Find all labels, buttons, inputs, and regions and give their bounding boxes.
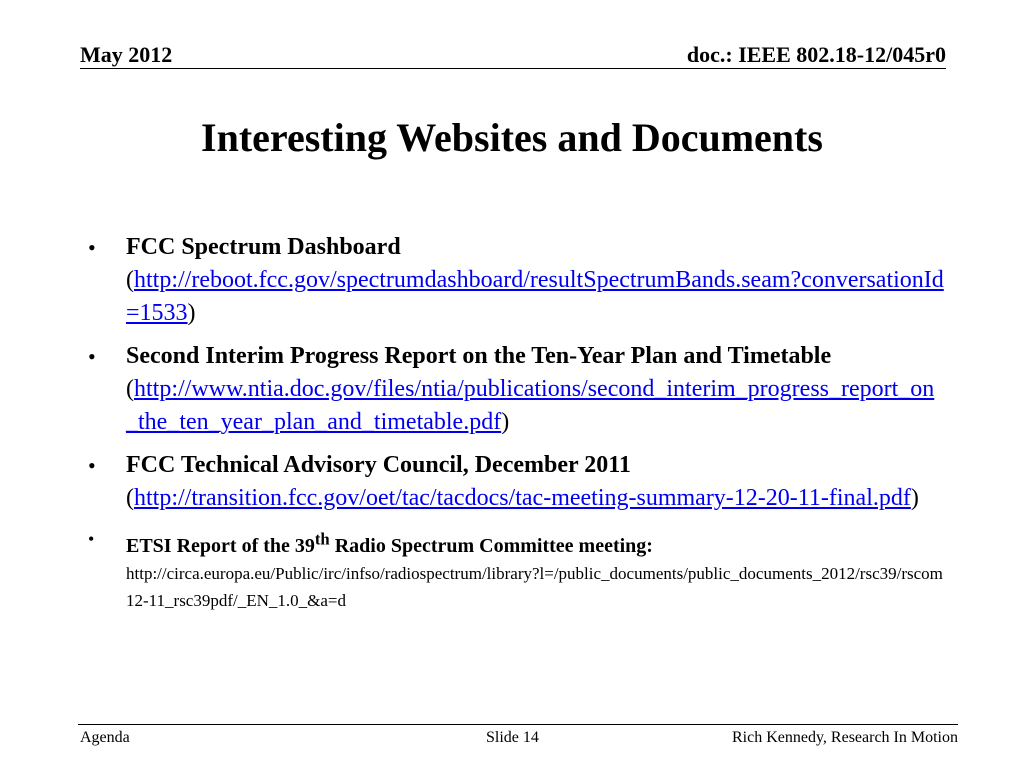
bullet-heading: FCC Spectrum Dashboard <box>126 234 401 260</box>
ntia-report-link[interactable]: http://www.ntia.doc.gov/files/ntia/publications/second_interim_progress_report_on_the_ten_year_plan_and_timetable.pdf <box>126 376 935 435</box>
bullet-heading: Second Interim Progress Report on the Ten-Year Plan and Timetable <box>126 343 832 369</box>
bullet-heading <box>126 529 653 557</box>
bullet-icon: • <box>88 235 96 260</box>
close-paren: ) <box>501 409 510 435</box>
etsi-report-url: http://circa.europa.eu/Public/irc/infso/radiospectrum/library?l=/public_documents/public_documents_2012/rsc39/rscom12-11_rsc39pdf/_EN_1.0_&a=d <box>126 563 943 610</box>
header-divider <box>80 68 946 69</box>
footer-divider <box>78 724 958 725</box>
header-doc-id: doc.: IEEE 802.18-12/045r0 <box>686 42 946 67</box>
bullet-icon: • <box>88 344 96 369</box>
open-paren: ( <box>126 485 134 511</box>
heading-text: ETSI Report of the 39 <box>126 534 315 557</box>
bullet-icon: • <box>88 529 95 549</box>
open-paren: ( <box>126 376 134 402</box>
fcc-dashboard-link[interactable]: http://reboot.fcc.gov/spectrumdashboard/resultSpectrumBands.seam?conversationId=1533 <box>126 267 944 326</box>
bullet-list <box>78 231 944 614</box>
bullet-item-fcc-tac <box>78 449 944 515</box>
fcc-tac-link[interactable]: http://transition.fcc.gov/oet/tac/tacdocs/tac-meeting-summary-12-20-11-final.pdf <box>134 485 911 511</box>
bullet-icon: • <box>88 453 96 478</box>
bullet-item-fcc-dashboard <box>78 231 944 330</box>
header-date: May 2012 <box>80 42 173 67</box>
bullet-heading: FCC Technical Advisory Council, December 2011 <box>126 452 631 478</box>
heading-text-rest: Radio Spectrum Committee meeting: <box>329 534 653 557</box>
heading-superscript: th <box>314 529 330 548</box>
bullet-item-etsi-report <box>78 525 944 614</box>
close-paren: ) <box>910 485 919 511</box>
open-paren: ( <box>126 267 134 293</box>
slide-title: Interesting Websites and Documents <box>201 115 823 160</box>
close-paren: ) <box>187 300 196 326</box>
footer-section: Agenda <box>80 729 130 746</box>
bullet-item-ntia-report <box>78 340 944 439</box>
footer-author: Rich Kennedy, Research In Motion <box>731 729 958 746</box>
slide-number: Slide 14 <box>486 729 539 746</box>
